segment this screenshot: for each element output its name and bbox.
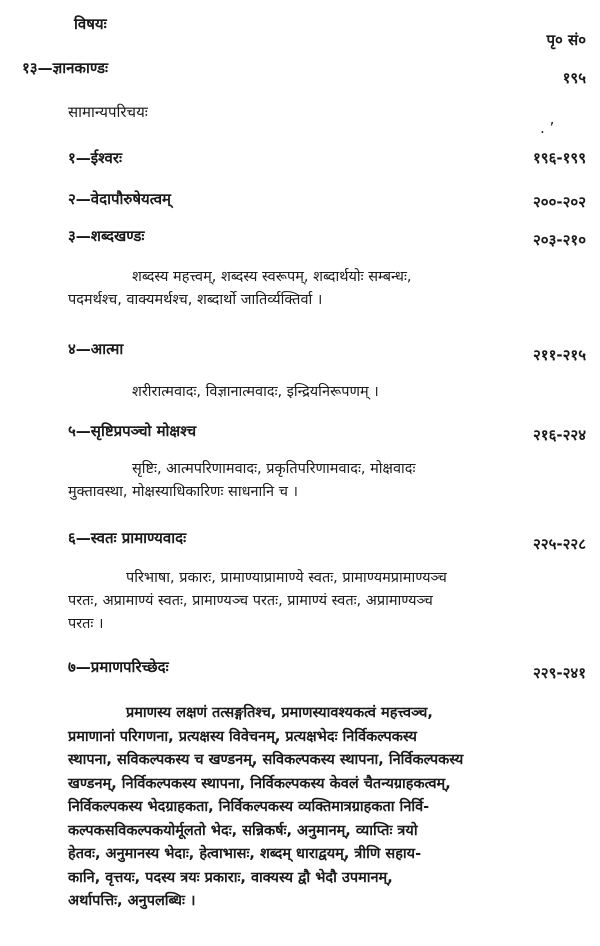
chapter-page: १९५ — [562, 69, 586, 87]
section-5-topics-line-2: मुक्तावस्था, मोक्षस्याधिकारिणः साधनानि च । — [68, 484, 299, 500]
section-7-topics-line-4: खण्डनम्, निर्विकल्पकस्य स्थापना, निर्विकल्पकस्य केवलं चैतन्यग्राहकत्वम्, — [68, 775, 451, 792]
intro-label: सामान्यपरिचयः — [68, 103, 148, 121]
section-4-title: ४—आत्मा — [68, 340, 124, 358]
section-6-title: ६—स्वतः प्रामाण्यवादः — [68, 529, 187, 547]
intro-mark: . ’ — [540, 119, 555, 137]
section-2-title: २—वेदापौरुषेयत्वम् — [68, 190, 172, 208]
section-5-title: ५—सृष्टिप्रपञ्चो मोक्षश्च — [68, 422, 197, 440]
section-7-title: ७—प्रमाणपरिच्छेदः — [68, 658, 169, 676]
section-7-topics — [68, 702, 584, 914]
section-7-topics-line-3: स्थापना, सविकल्पकस्य च खण्डनम्, सविकल्पकस्य स्थापना, निर्विकल्पकस्य — [68, 752, 464, 768]
section-7-topics-line-2: प्रमाणानां परिगणना, प्रत्यक्षस्य विवेचनम्, प्रत्यक्षभेदः निर्विकल्पकस्य — [68, 728, 417, 745]
chapter-title: १३—ज्ञानकाण्डः — [22, 59, 109, 77]
section-4-pages: २११-२१५ — [532, 346, 586, 364]
section-3-topics-line-2: पदमर्थश्च, वाक्यमर्थश्च, शब्दार्थो जातिर्व्यक्तिर्वा । — [68, 292, 323, 308]
section-7-pages: २२९-२४१ — [532, 664, 586, 682]
section-2-pages: २००-२०२ — [532, 193, 586, 211]
section-5-topics — [68, 458, 582, 504]
section-6-topics — [68, 567, 582, 636]
section-7-topics-line-7: हेतवः, अनुमानस्य भेदाः, हेत्वाभासः, शब्दम् धाराद्वयम्, त्रीणि सहाय- — [68, 846, 422, 862]
section-4-topics — [132, 381, 582, 404]
section-6-topics-line-3: परतः । — [68, 616, 104, 632]
section-7-topics-line-1: प्रमाणस्य लक्षणं तत्सङ्गतिश्च, प्रमाणस्यावश्यकत्वं महत्त्वञ्च, — [126, 705, 433, 721]
section-3-topics — [68, 266, 578, 312]
section-3-title: ३—शब्दखण्डः — [68, 227, 145, 245]
section-7-topics-line-6: कल्पकसविकल्पकयोर्मूलतो भेदः, सन्निकर्षः, अनुमानम्, व्याप्तिः त्रयो — [68, 822, 418, 839]
section-7-topics-line-9: अर्थापत्तिः, अनुपलब्धिः । — [68, 893, 196, 909]
section-5-pages: २१६-२२४ — [532, 426, 586, 444]
section-7-topics-line-5: निर्विकल्पकस्य भेदग्राहकता, निर्विकल्पकस्य व्यक्तिमात्रग्राहकता निर्वि- — [68, 799, 430, 815]
section-5-topics-line-1: सृष्टिः, आत्मपरिणामवादः, प्रकृतिपरिणामवादः, मोक्षवादः — [132, 461, 416, 477]
section-6-topics-line-1: परिभाषा, प्रकारः, प्रामाण्याप्रामाण्ये स्वतः, प्रामाण्यमप्रामाण्यञ्च — [126, 570, 447, 586]
section-3-topics-line-1: शब्दस्य महत्त्वम्, शब्दस्य स्वरूपम्, शब्दार्थयोः सम्बन्धः, — [132, 269, 412, 285]
section-1-title: १—ईश्वरः — [68, 149, 123, 167]
section-7-topics-line-8: कानि, वृत्तयः, पदस्य त्रयः प्रकाराः, वाक्यस्य द्वौ भेदौ उपमानम्, — [68, 869, 393, 886]
section-6-pages: २२५-२२८ — [532, 535, 586, 553]
section-6-topics-line-2: परतः, अप्रामाण्यं स्वतः, प्रामाण्यञ्च परतः, प्रामाण्यं स्वतः, अप्रामाण्यञ्च — [68, 593, 433, 609]
header-subject-label: विषयः — [74, 15, 107, 33]
header-page-label: पृ० सं० — [546, 31, 586, 49]
section-1-pages: १९६-१९९ — [532, 149, 586, 167]
section-3-pages: २०३-२१० — [532, 231, 586, 249]
section-4-topics-line-1: शरीरात्मवादः, विज्ञानात्मवादः, इन्द्रियनिरूपणम् । — [132, 384, 379, 400]
